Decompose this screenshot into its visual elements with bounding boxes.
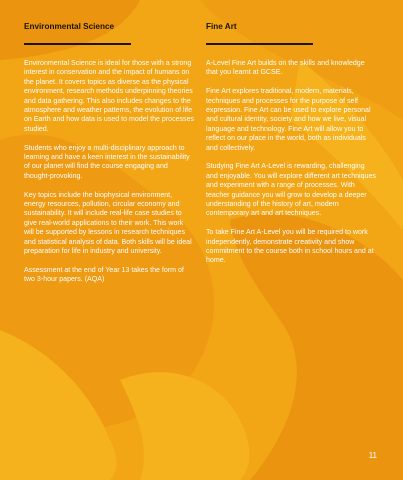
- left-paragraph: Students who enjoy a multi-disciplinary approach to learning and have a keen interest in the sustainability of our planet will find the course engaging and thought-provoking.: [24, 144, 190, 180]
- left-paragraph: Assessment at the end of Year 13 takes the form of two 3-hour papers. (AQA): [24, 266, 184, 284]
- right-paragraph: To take Fine Art A-Level you will be required to work independently, demonstrate creativity and show commitment to the course both in school hours and at home.: [206, 229, 374, 265]
- left-column-heading: Environmental Science: [24, 22, 115, 31]
- left-paragraph: Key topics include the biophysical environment, energy resources, pollution, circular economy and sustainability. It will include real-life case studies to give real-world applications to their work. This work will be supported by lessons in research techniques and statistical analysis of data. Both skills will be ideal preparation for life in industry and university.: [24, 191, 192, 256]
- right-paragraph: Studying Fine Art A-Level is rewarding, challenging and enjoyable. You will explore different art techniques and experiment with a range of processes. With teacher guidance you will grow to develop a deeper understanding of the history of art, modern contemporary art and art techniques.: [206, 163, 376, 218]
- right-column-heading: Fine Art: [206, 22, 237, 31]
- right-heading-divider: [206, 43, 313, 45]
- left-paragraph: Environmental Science is ideal for those with a strong interest in conservation and the impact of humans on the planet. It covers topics as diverse as the physical environment, research methods underpinning theories and data gathering. This also includes changes to the atmosphere and weather patterns, the evolution of life on Earth and how data is used to model the processes studied.: [24, 60, 195, 133]
- left-column: [24, 22, 194, 294]
- right-column: [206, 22, 378, 275]
- right-paragraph: A-Level Fine Art builds on the skills and knowledge that you learnt at GCSE.: [206, 60, 365, 77]
- left-heading-divider: [24, 43, 131, 45]
- right-paragraph: Fine Art explores traditional, modern, materials, techniques and processes for the purpose of self expression. Fine Art can be used to explore personal and cultural identity, society and how we live, visual language and technology. Fine Art will allow you to reflect on our place in the world, both as individuals and collectively.: [206, 88, 371, 152]
- page-number: 11: [368, 451, 377, 460]
